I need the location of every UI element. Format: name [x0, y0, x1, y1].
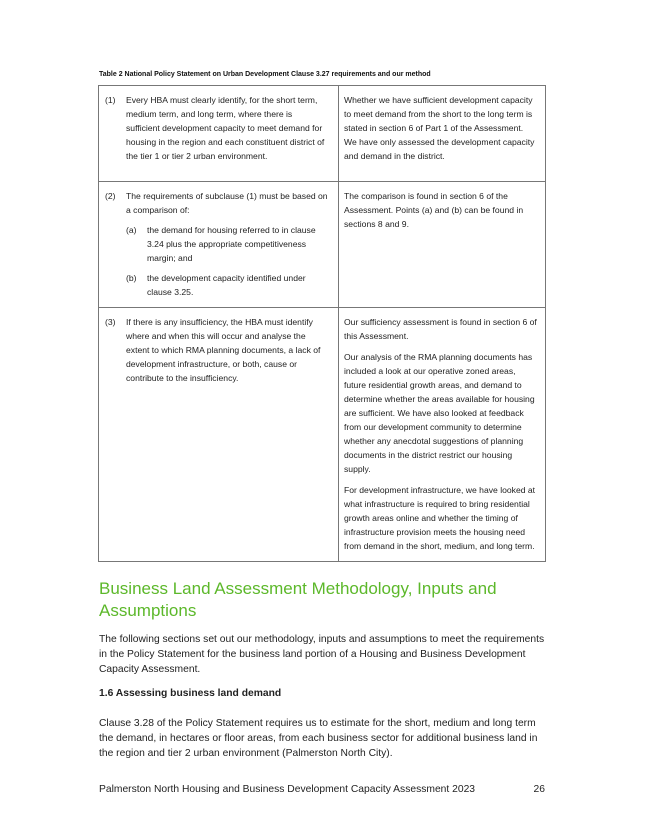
subitem-text: the development capacity identified under clause 3.25. [147, 273, 306, 297]
clause-number: (3) [105, 317, 116, 327]
body-paragraph: Clause 3.28 of the Policy Statement requires us to estimate for the short, medium and long term the demand, in hectares or floor areas, from each business sector for additional business land in the region and tier 2 urban environment (Palmerston North City). [99, 718, 538, 759]
requirement-cell [99, 86, 339, 182]
response-cell [339, 308, 546, 562]
requirement-text: The requirements of subclause (1) must be based on a comparison of: [126, 191, 328, 215]
requirements-table [98, 85, 546, 562]
requirement-text: If there is any insufficiency, the HBA must identify where and when this will occur and analyse the extent to which RMA planning documents, a lack of development infrastructure, or both, cause or contribute to the insufficiency. [126, 317, 321, 383]
response-text: Whether we have sufficient development capacity to meet demand from the short to the long term is stated in section 6 of Part 1 of the Assessment. We have only assessed the development capacity and demand in the district. [344, 95, 535, 161]
response-text: Our sufficiency assessment is found in section 6 of this Assessment. [344, 317, 537, 341]
table-row [99, 182, 546, 308]
subsection-heading: 1.6 Assessing business land demand [99, 688, 282, 699]
subitem-letter: (a) [126, 225, 137, 235]
subitem-text: the demand for housing referred to in clause 3.24 plus the appropriate competitiveness margin; and [147, 225, 316, 263]
subitem-letter: (b) [126, 273, 137, 283]
table-row [99, 86, 546, 182]
page-number: 26 [533, 784, 545, 795]
table-row [99, 308, 546, 562]
clause-number: (1) [105, 95, 116, 105]
response-text: For development infrastructure, we have looked at what infrastructure is required to bring residential growth areas online and whether the timing of infrastructure provision meets the housing need from demand in the short, medium, and long term. [344, 485, 536, 551]
requirement-cell [99, 308, 339, 562]
requirement-cell [99, 182, 339, 308]
table-caption: Table 2 National Policy Statement on Urban Development Clause 3.27 requirements and our method [99, 71, 431, 78]
footer-title: Palmerston North Housing and Business Development Capacity Assessment 2023 [99, 784, 476, 795]
section-heading: Business Land Assessment Methodology, Inputs and Assumptions [99, 579, 497, 620]
response-text: Our analysis of the RMA planning documents has included a look at our operative zoned areas, future residential growth areas, and demand to determine whether the areas available for housing are sufficient. We have also looked at feedback from our development community to determine whether any anecdotal suggestions of planning documents in the district restrict our housing supply. [344, 352, 535, 474]
clause-number: (2) [105, 191, 116, 201]
response-cell [339, 182, 546, 308]
page-footer [99, 784, 547, 795]
response-cell [339, 86, 546, 182]
intro-paragraph: The following sections set out our methodology, inputs and assumptions to meet the requirements in the Policy Statement for the business land portion of a Housing and Business Development Capacity Assessment. [99, 634, 545, 675]
response-text: The comparison is found in section 6 of the Assessment. Points (a) and (b) can be found in sections 8 and 9. [344, 191, 524, 229]
requirement-text: Every HBA must clearly identify, for the short term, medium term, and long term, where there is sufficient development capacity to meet demand for housing in the region and each constituent district of the tier 1 or tier 2 urban environment. [126, 95, 325, 161]
